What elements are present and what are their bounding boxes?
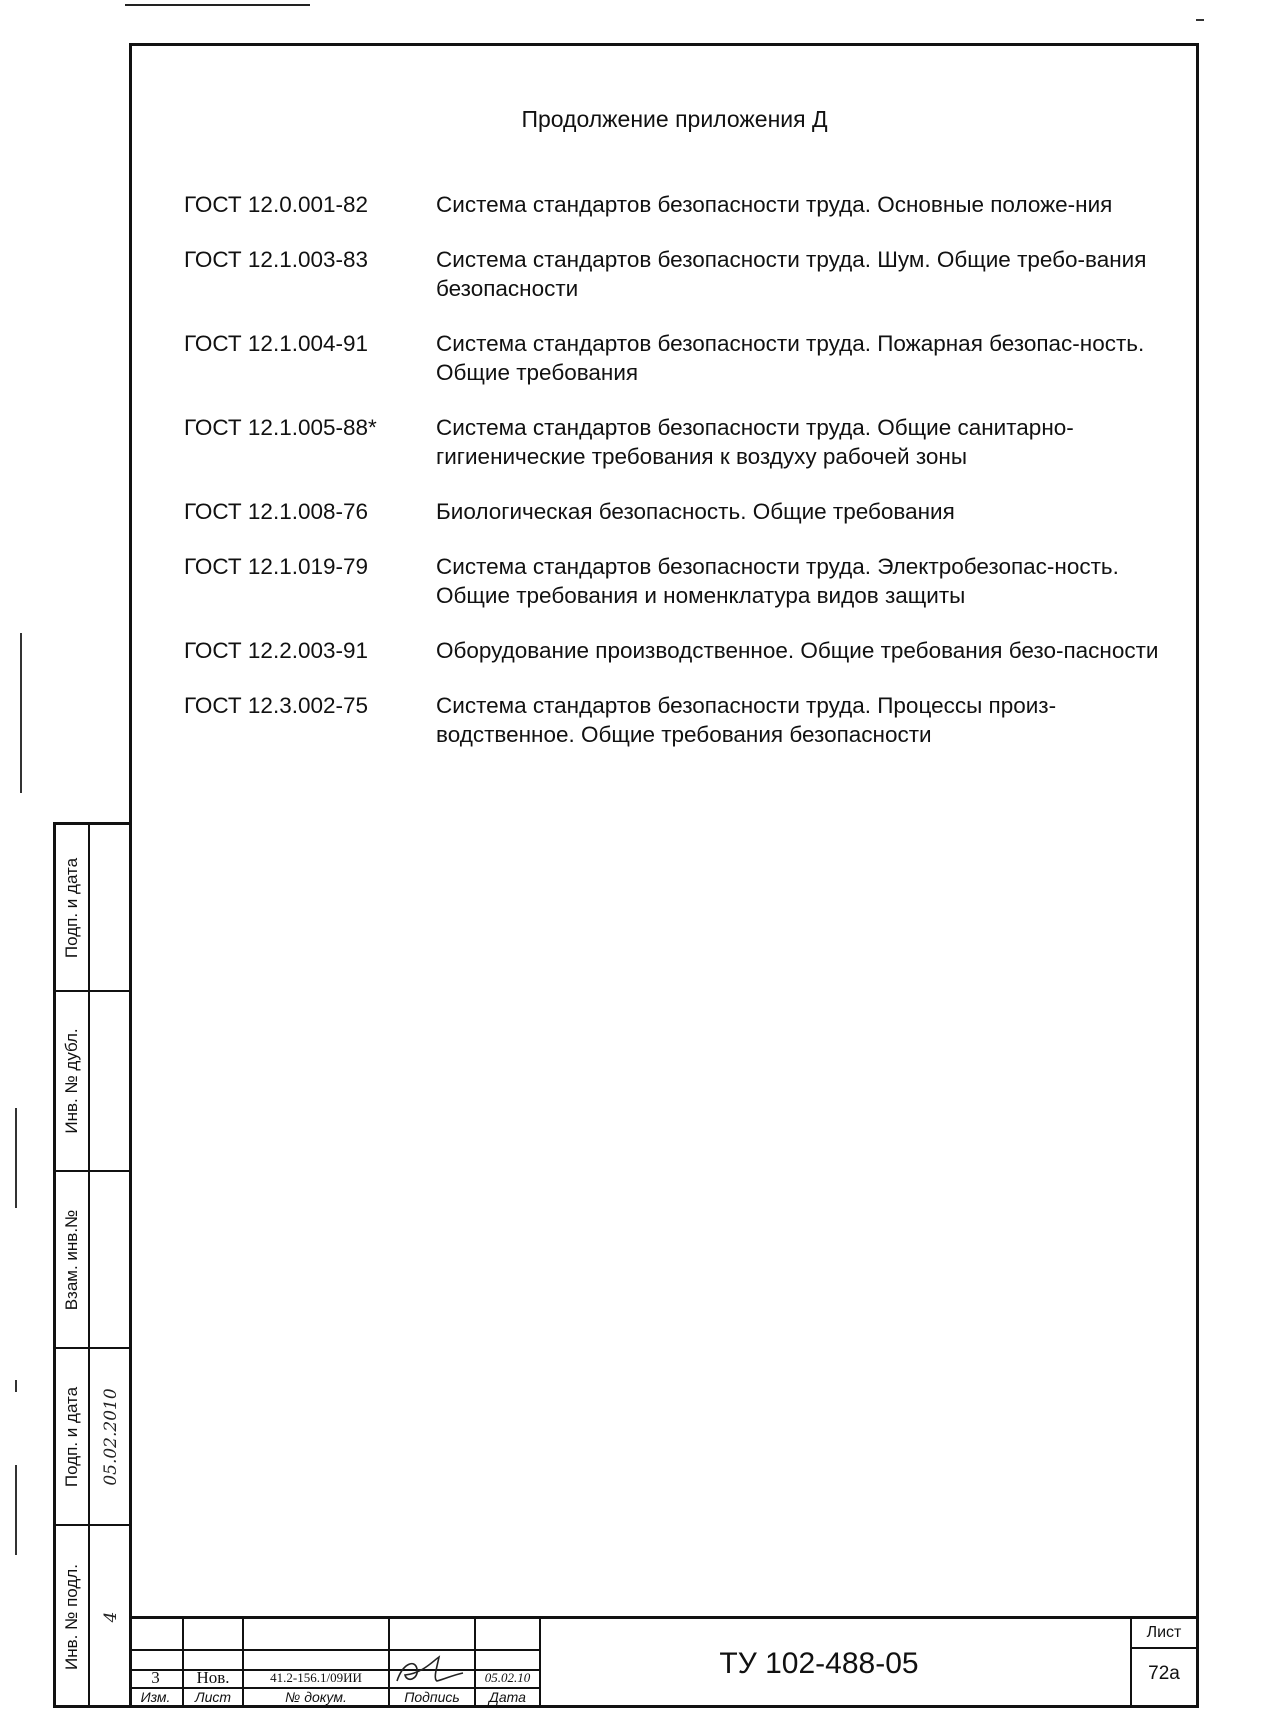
izm-value: 3 xyxy=(151,1668,160,1687)
header-doc-number: № докум. xyxy=(285,1689,347,1705)
date-value: 05.02.10 xyxy=(484,1670,531,1685)
handwritten-number: 4 xyxy=(101,1611,121,1623)
header-izm: Изм. xyxy=(140,1689,171,1705)
side-label: Взам. инв.№ xyxy=(62,1209,81,1310)
title-block xyxy=(129,1616,1199,1708)
top-margin-line xyxy=(125,4,310,6)
reference-row xyxy=(184,190,1169,219)
header-signature: Подпись xyxy=(404,1689,460,1705)
reference-title: Система стандартов безопасности труда. Электробезопас-ность. Общие требования и номенклатура видов защиты xyxy=(436,554,1119,608)
sheet-number: 72а xyxy=(1148,1663,1180,1684)
reference-title: Система стандартов безопасности труда. Шум. Общие требо-вания безопасности xyxy=(436,247,1147,301)
reference-title: Биологическая безопасность. Общие требования xyxy=(436,499,955,524)
document-code: ТУ 102-488-05 xyxy=(719,1647,919,1680)
reference-title: Система стандартов безопасности труда. Общие санитарно-гигиенические требования к воздуху рабочей зоны xyxy=(436,415,1074,469)
sheet-label: Лист xyxy=(1146,1624,1182,1641)
margin-mark xyxy=(1196,19,1204,21)
reference-title: Система стандартов безопасности труда. Основные положе-ния xyxy=(436,192,1113,217)
side-label: Инв. № подл. xyxy=(62,1564,81,1670)
signature-icon xyxy=(393,1653,469,1687)
margin-mark xyxy=(15,1380,17,1392)
side-label: Подп. и дата xyxy=(62,1386,81,1487)
reference-code: ГОСТ 12.2.003-91 xyxy=(184,638,369,663)
reference-code: ГОСТ 12.1.008-76 xyxy=(184,499,369,524)
reference-row xyxy=(184,245,1169,303)
reference-row xyxy=(184,691,1169,749)
reference-code: ГОСТ 12.3.002-75 xyxy=(184,693,369,718)
reference-code: ГОСТ 12.1.005-88* xyxy=(184,415,377,440)
header-date: Дата xyxy=(489,1689,526,1705)
reference-title: Система стандартов безопасности труда. Процессы произ-водственное. Общие требования безопасности xyxy=(436,693,1057,747)
side-cell-podp-data-1 xyxy=(56,825,132,992)
header-list: Лист xyxy=(194,1689,232,1705)
side-cell-inv-dubl xyxy=(56,992,132,1172)
reference-list xyxy=(184,190,1169,775)
reference-row xyxy=(184,329,1169,387)
side-cell-vzam-inv xyxy=(56,1172,132,1349)
margin-mark xyxy=(15,1465,17,1555)
margin-mark xyxy=(15,1108,17,1208)
reference-row xyxy=(184,497,1169,526)
reference-row xyxy=(184,413,1169,471)
reference-code: ГОСТ 12.1.004-91 xyxy=(184,331,369,356)
handwritten-date: 05.02.2010 xyxy=(101,1387,121,1486)
reference-title: Система стандартов безопасности труда. Пожарная безопас-ность. Общие требования xyxy=(436,331,1145,385)
reference-title: Оборудование производственное. Общие требования безо-пасности xyxy=(436,638,1159,663)
margin-mark xyxy=(20,633,22,793)
side-cell-inv-podl xyxy=(56,1526,132,1708)
reference-code: ГОСТ 12.1.003-83 xyxy=(184,247,369,272)
side-label: Подп. и дата xyxy=(62,857,81,958)
reference-code: ГОСТ 12.1.019-79 xyxy=(184,554,369,579)
side-cell-podp-data-2 xyxy=(56,1349,132,1526)
doc-number-value: 41.2-156.1/09ИИ xyxy=(270,1670,362,1685)
reference-row xyxy=(184,636,1169,665)
reference-row xyxy=(184,552,1169,610)
page-heading: Продолжение приложения Д xyxy=(521,106,828,132)
side-stamp xyxy=(53,822,132,1708)
side-label: Инв. № дубл. xyxy=(62,1028,81,1134)
list-value: Нов. xyxy=(196,1668,230,1687)
reference-code: ГОСТ 12.0.001-82 xyxy=(184,192,369,217)
